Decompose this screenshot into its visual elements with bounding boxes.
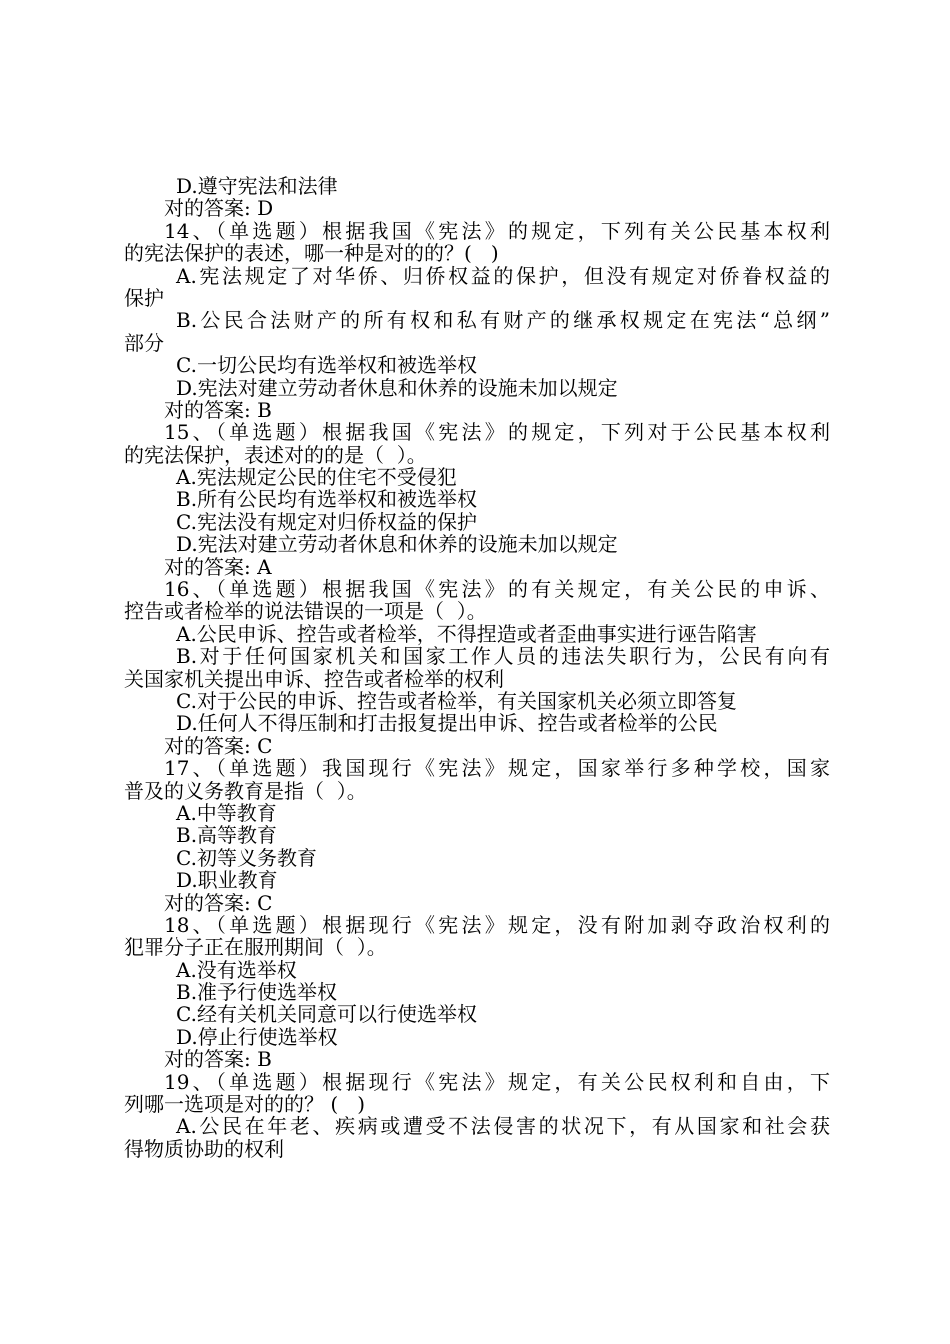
option-continuation-line: 保护 — [124, 285, 164, 310]
option-line: D.宪法对建立劳动者休息和休养的设施未加以规定 — [176, 532, 618, 557]
question-line: 19、（单选题）根据现行《宪法》规定，有关公民权利和自由，下 — [164, 1069, 830, 1094]
option-line: B.高等教育 — [176, 823, 278, 848]
question-continuation-line: 普及的义务教育是指（ ）。 — [124, 778, 367, 803]
answer-line: 对的答案: B — [164, 1047, 272, 1072]
option-continuation-line: 部分 — [124, 330, 164, 355]
option-line: B.对于任何国家机关和国家工作人员的违法失职行为，公民有向有 — [176, 644, 830, 669]
option-line: A.没有选举权 — [176, 957, 297, 982]
option-line: A.宪法规定了对华侨、归侨权益的保护，但没有规定对侨眷权益的 — [176, 263, 830, 288]
option-line: C.一切公民均有选举权和被选举权 — [176, 353, 477, 378]
question-continuation-line: 的宪法保护，表述对的的是（ ）。 — [124, 442, 427, 467]
option-line: C.初等义务教育 — [176, 845, 317, 870]
option-line: D.宪法对建立劳动者休息和休养的设施未加以规定 — [176, 375, 618, 400]
question-line: 16、（单选题）根据我国《宪法》的有关规定，有关公民的申诉、 — [164, 577, 830, 602]
answer-line: 对的答案: D — [164, 196, 274, 221]
option-continuation-line: 得物质协助的权利 — [124, 1136, 284, 1161]
option-line: B.所有公民均有选举权和被选举权 — [176, 487, 478, 512]
answer-line: 对的答案: C — [164, 890, 273, 915]
option-line: C.对于公民的申诉、控告或者检举，有关国家机关必须立即答复 — [176, 688, 737, 713]
option-line: D.停止行使选举权 — [176, 1024, 338, 1049]
option-line: A.中等教育 — [176, 800, 277, 825]
option-line: D.任何人不得压制和打击报复提出申诉、控告或者检举的公民 — [176, 711, 718, 736]
question-line: 15、（单选题）根据我国《宪法》的规定，下列对于公民基本权利 — [164, 420, 830, 445]
option-line: A.宪法规定公民的住宅不受侵犯 — [176, 465, 457, 490]
question-line: 14、（单选题）根据我国《宪法》的规定，下列有关公民基本权利 — [164, 218, 830, 243]
option-line: A.公民申诉、控告或者检举，不得捏造或者歪曲事实进行诬告陷害 — [176, 621, 757, 646]
option-line: C.经有关机关同意可以行使选举权 — [176, 1002, 477, 1027]
option-line: B.准予行使选举权 — [176, 980, 338, 1005]
option-line: B.公民合法财产的所有权和私有财产的继承权规定在宪法“总纲” — [176, 308, 830, 333]
question-continuation-line: 的宪法保护的表述，哪一种是对的的？( ) — [124, 241, 499, 266]
question-line: 18、（单选题）根据现行《宪法》规定，没有附加剥夺政治权利的 — [164, 912, 830, 937]
answer-line: 对的答案: C — [164, 733, 273, 758]
option-line: D.职业教育 — [176, 868, 278, 893]
option-line: D.遵守宪法和法律 — [176, 174, 338, 198]
option-line: A.公民在年老、疾病或遭受不法侵害的状况下，有从国家和社会获 — [176, 1114, 830, 1139]
question-continuation-line: 控告或者检举的说法错误的一项是（ ）。 — [124, 599, 487, 624]
option-line: C.宪法没有规定对归侨权益的保护 — [176, 509, 477, 534]
question-continuation-line: 列哪一选项是对的的？ ( ) — [124, 1092, 366, 1117]
answer-line: 对的答案: A — [164, 554, 272, 579]
option-continuation-line: 关国家机关提出申诉、控告或者检举的权利 — [124, 666, 504, 691]
question-list — [124, 175, 830, 1160]
question-line: 17、（单选题）我国现行《宪法》规定，国家举行多种学校，国家 — [164, 756, 830, 781]
question-continuation-line: 犯罪分子正在服刑期间（ ）。 — [124, 935, 387, 960]
answer-line: 对的答案: B — [164, 397, 272, 422]
